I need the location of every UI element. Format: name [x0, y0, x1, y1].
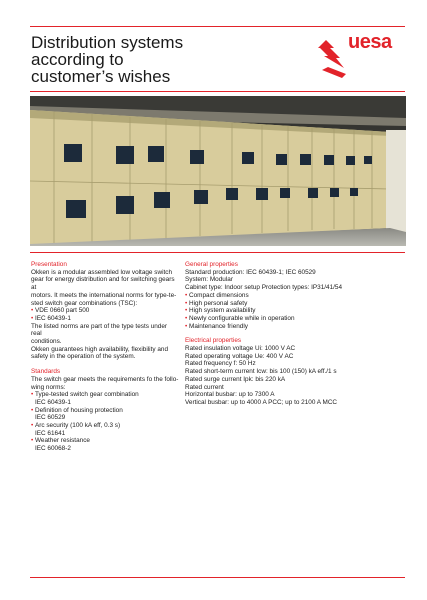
- norm-label: IEC 60439-1: [35, 314, 71, 322]
- top-rule: [30, 26, 405, 27]
- presentation-line: sted switch gear combinations (TSC):: [31, 299, 138, 307]
- electrical-heading: Electrical properties: [185, 337, 242, 345]
- standard-norm: IEC 61641: [35, 429, 66, 437]
- bullet-icon: •: [185, 314, 188, 322]
- norm-item: [31, 315, 179, 323]
- presentation-line: conditions.: [31, 338, 62, 346]
- electrical-line: Horizontal busbar: up to 7300 A: [185, 391, 275, 399]
- title-line-1: Distribution systems: [31, 33, 184, 52]
- standard-label: Weather resistance: [35, 437, 90, 445]
- standard-norm: IEC 60068-2: [35, 445, 71, 453]
- spacer: [185, 330, 385, 337]
- norm-label: VDE 0660 part 500: [35, 307, 90, 315]
- bullet-icon: •: [31, 391, 34, 399]
- bullet-icon: •: [185, 322, 188, 330]
- general-item: [185, 300, 385, 308]
- header-rule: [30, 91, 405, 92]
- general-item: [185, 292, 385, 300]
- general-item: [185, 307, 385, 315]
- standard-norm: IEC 60439-1: [35, 398, 71, 406]
- electrical-line: Rated current: [185, 383, 224, 391]
- right-column: [185, 261, 385, 407]
- electrical-line: Vertical busbar: up to 4000 A PCC; up to 2100 A MCC: [185, 398, 338, 406]
- general-line: Standard production: IEC 60439-1; IEC 60529: [185, 268, 316, 276]
- general-item-label: Newly configurable while in operation: [189, 314, 295, 322]
- bottom-rule: [30, 577, 405, 578]
- standards-heading: Standards: [31, 368, 61, 376]
- presentation-line: The listed norms are part of the type tests under real: [31, 322, 168, 338]
- bullet-icon: •: [31, 437, 34, 445]
- brand-name: uesa: [348, 31, 392, 53]
- general-line: Cabinet type: Indoor setup Protection types: IP31/41/54: [185, 284, 343, 292]
- bullet-icon: •: [31, 406, 34, 414]
- presentation-line: Okken guarantees high availability, flexibility and: [31, 345, 169, 353]
- general-item-label: High personal safety: [189, 299, 248, 307]
- presentation-heading: Presentation: [31, 261, 67, 268]
- standard-label: Definition of housing protection: [35, 406, 123, 414]
- bullet-icon: •: [31, 307, 34, 315]
- standard-item: [31, 437, 179, 445]
- general-item-label: High system availability: [189, 307, 256, 315]
- logo-mark: [318, 40, 344, 68]
- page-title: [31, 34, 231, 85]
- presentation-line: Okken is a modular assembled low voltage switch: [31, 268, 173, 276]
- presentation-line: motors. It meets the international norms for type-te-: [31, 291, 177, 299]
- presentation-line: safety in the operation of the system.: [31, 353, 136, 361]
- electrical-line: Rated insulation voltage Ui: 1000 V AC: [185, 345, 296, 353]
- title-line-2: according to: [31, 50, 124, 69]
- bullet-icon: •: [31, 422, 34, 430]
- standard-label: Arc security (100 kA eff, 0.3 s): [35, 422, 121, 430]
- spacer: [31, 361, 179, 368]
- standard-norm: IEC 60529: [35, 414, 66, 422]
- bullet-icon: •: [185, 299, 188, 307]
- standards-line: The switch gear meets the requirements fo the follo-: [31, 375, 179, 383]
- general-heading: General properties: [185, 261, 238, 268]
- bullet-icon: •: [31, 314, 34, 322]
- standard-label: Type-tested switch gear combination: [35, 391, 139, 399]
- general-item-label: Maintenance friendly: [189, 322, 248, 330]
- standard-item: [31, 391, 179, 399]
- switchgear-photo: [30, 96, 406, 246]
- electrical-line: Rated frequency f: 50 Hz: [185, 360, 256, 368]
- general-item-label: Compact dimensions: [189, 291, 249, 299]
- logo-mark-lower: [322, 67, 346, 78]
- general-line: System: Modular: [185, 276, 233, 284]
- left-column: [31, 261, 179, 453]
- bullet-icon: •: [185, 307, 188, 315]
- electrical-line: Rated short-term current Icw: bis 100 (150) kA eff./1 s: [185, 368, 337, 376]
- general-item: [185, 315, 385, 323]
- electrical-line: Rated operating voltage Ue: 400 V AC: [185, 352, 294, 360]
- general-item: [185, 323, 385, 331]
- standard-item: [31, 422, 179, 430]
- standards-line: wing norms:: [31, 383, 66, 391]
- title-line-3: customer’s wishes: [31, 67, 171, 86]
- electrical-line: Rated surge current Ipk: bis 220 kA: [185, 375, 286, 383]
- standard-item: [31, 407, 179, 415]
- photo-rule: [30, 252, 405, 253]
- norm-item: [31, 307, 179, 315]
- presentation-line: gear for energy distribution and for switching gears at: [31, 276, 175, 292]
- bullet-icon: •: [185, 291, 188, 299]
